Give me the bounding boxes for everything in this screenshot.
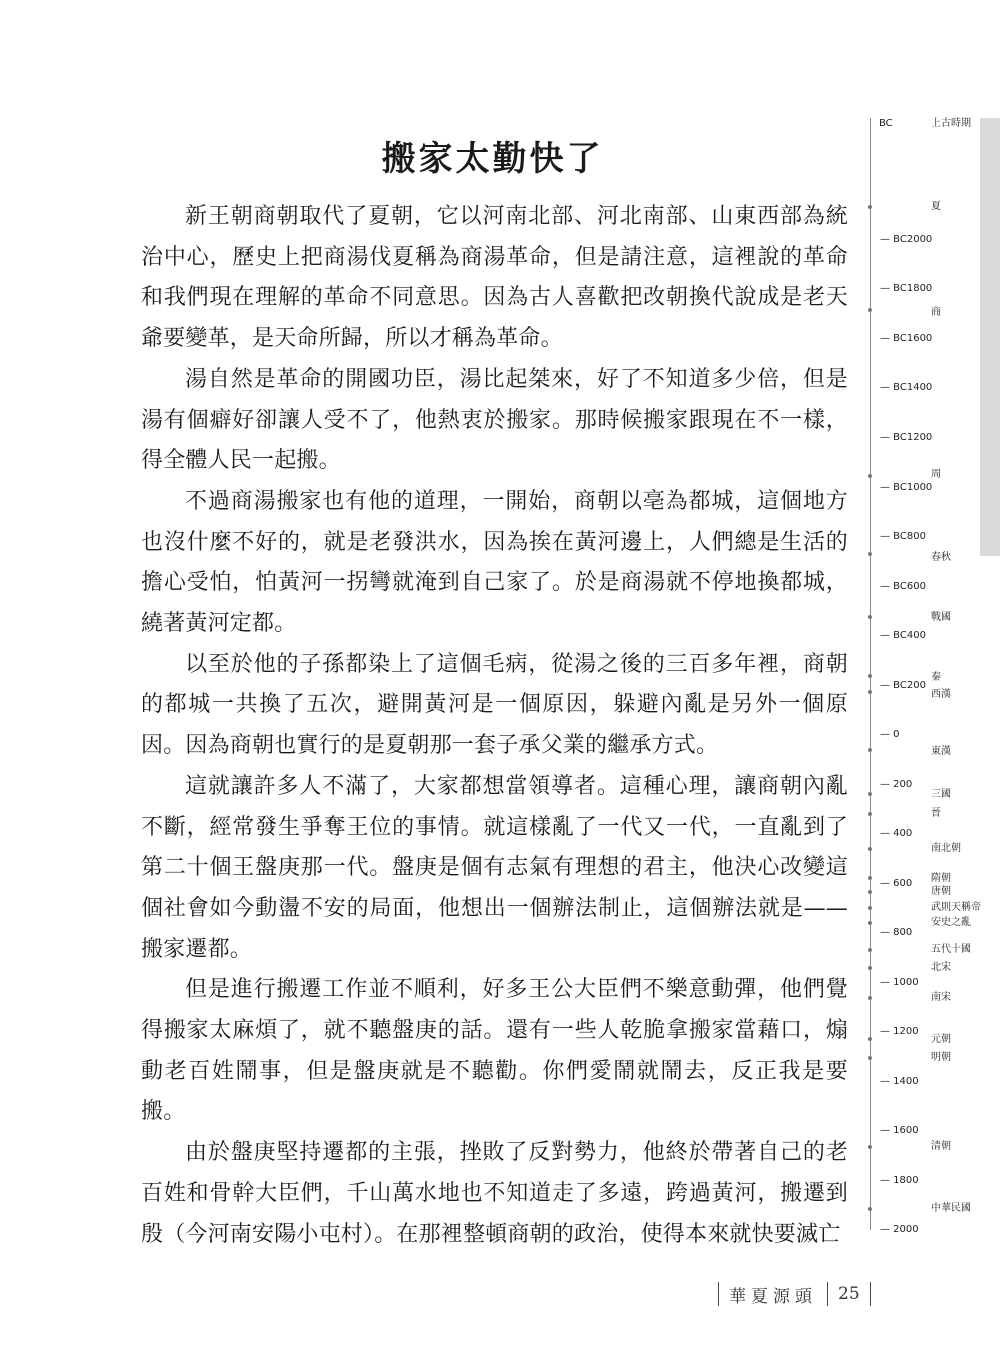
timeline-dot (868, 748, 872, 752)
timeline-tick: — BC1800 (880, 283, 933, 294)
timeline-tick: — 400 (880, 828, 913, 839)
timeline-tick: — 1000 (880, 977, 919, 988)
timeline-era: 戰國 (931, 612, 951, 623)
timeline-era: 上古時期 (931, 118, 971, 129)
timeline-dot (868, 890, 872, 894)
timeline-era: 隋朝 (931, 873, 951, 884)
timeline-tick: — 600 (880, 878, 913, 889)
timeline-tick: — BC1400 (880, 382, 933, 393)
timeline-tick: — 0 (880, 729, 900, 740)
timeline-dot (868, 308, 872, 312)
timeline-era: 秦 (931, 672, 941, 683)
timeline-dot (868, 812, 872, 816)
timeline-dot (868, 876, 872, 880)
timeline-tick: — 1800 (880, 1175, 919, 1186)
timeline-tick: — 800 (880, 927, 913, 938)
paragraph: 這就讓許多人不滿了，大家都想當領導者。這種心理，讓商朝內亂不斷，經常發生爭奪王位的事情。就這樣亂了一代又一代，一直亂到了第二十個王盤庚那一代。盤庚是個有志氣有理想的君主，他決心改變這個社會如今動盪不安的局面，他想出一個辦法制止，這個辦法就是——搬家遷都。 (141, 773, 848, 962)
timeline-bc-label: BC (879, 118, 893, 129)
timeline-era: 清朝 (931, 1141, 951, 1152)
timeline-era: 安史之亂 (931, 917, 971, 928)
timeline-era: 晉 (931, 808, 941, 819)
paragraph: 湯自然是革命的開國功臣，湯比起桀來，好了不知道多少倍，但是湯有個癖好卻讓人受不了，他熱衷於搬家。那時候搬家跟現在不一樣，得全體人民一起搬。 (141, 366, 848, 474)
timeline-era: 明朝 (931, 1052, 951, 1063)
chapter-edge-tab (980, 118, 1000, 556)
timeline-era: 三國 (931, 789, 951, 800)
timeline-dot (868, 792, 872, 796)
paragraph: 但是進行搬遷工作並不順利，好多王公大臣們不樂意動彈，他們覺得搬家太麻煩了，就不聽盤庚的話。還有一些人乾脆拿搬家當藉口，煽動老百姓鬧事，但是盤庚就是不聽勸。你們愛鬧就鬧去，反正我是要搬。 (141, 977, 848, 1125)
timeline-tick: — 1600 (880, 1125, 919, 1136)
timeline-era: 南宋 (931, 992, 951, 1003)
timeline-era: 春秋 (931, 552, 951, 563)
paragraph: 由於盤庚堅持遷都的主張，挫敗了反對勢力，他終於帶著自己的老百姓和骨幹大臣們，千山萬水地也不知道走了多遠，跨過黃河，搬遷到殷（今河南安陽小屯村）。在那裡整頓商朝的政治，使得本來就快要滅亡 (141, 1140, 848, 1247)
timeline-dot (868, 1207, 872, 1211)
timeline-era: 武則天稱帝 (931, 902, 981, 913)
page-number: 25 (838, 1284, 860, 1304)
timeline-era: 北宋 (931, 962, 951, 973)
timeline-dot (868, 1056, 872, 1060)
timeline-tick: — BC600 (880, 581, 926, 592)
timeline-dot (868, 921, 872, 925)
timeline-dot (868, 906, 872, 910)
timeline-tick: — 1400 (880, 1076, 919, 1087)
timeline-dot (868, 1037, 872, 1041)
timeline-era: 商 (931, 307, 941, 318)
timeline-tick: — BC1200 (880, 432, 933, 443)
timeline-era: 西漢 (931, 689, 951, 700)
timeline-tick: — 2000 (880, 1224, 919, 1235)
timeline-dot (868, 552, 872, 556)
timeline-dot (868, 474, 872, 478)
paragraph: 不過商湯搬家也有他的道理，一開始，商朝以亳為都城，這個地方也沒什麼不好的，就是老發洪水，因為挨在黃河邊上，人們總是生活的擔心受怕，怕黃河一拐彎就淹到自己家了。於是商湯就不停地換都城，繞著黃河定都。 (141, 488, 848, 637)
timeline-era: 夏 (931, 201, 941, 212)
timeline-dot (868, 966, 872, 970)
timeline-tick: — BC2000 (880, 234, 933, 245)
timeline-tick: — BC1600 (880, 333, 933, 344)
timeline-dot (868, 996, 872, 1000)
timeline-tick: — BC1000 (880, 482, 933, 493)
footer-divider (870, 1282, 871, 1306)
timeline-era: 南北朝 (931, 843, 961, 854)
timeline-dot (868, 615, 872, 619)
body-text (141, 197, 848, 1255)
timeline-dot (868, 948, 872, 952)
timeline-era: 周 (931, 469, 941, 480)
timeline-era: 中華民國 (931, 1203, 971, 1214)
timeline-dot (868, 847, 872, 851)
timeline-era: 元朝 (931, 1034, 951, 1045)
timeline-tick: — 200 (880, 779, 913, 790)
timeline-dot (868, 674, 872, 678)
timeline-tick: — 1200 (880, 1026, 919, 1037)
chapter-title: 搬家太勤快了 (381, 138, 604, 179)
timeline-era: 東漢 (931, 746, 951, 757)
timeline-tick: — BC200 (880, 680, 926, 691)
footer-book-title: 華夏源頭 (729, 1286, 817, 1307)
timeline-dot (868, 690, 872, 694)
timeline-tick: — BC800 (880, 531, 926, 542)
paragraph: 以至於他的子孫都染上了這個毛病，從湯之後的三百多年裡，商朝的都城一共換了五次，避開黃河是一個原因，躲避內亂是另外一個原因。因為商朝也實行的是夏朝那一套子承父業的繼承方式。 (141, 651, 848, 759)
timeline-tick: — BC400 (880, 630, 926, 641)
timeline-dot (868, 1145, 872, 1149)
page-footer (718, 1281, 871, 1307)
timeline-dot (868, 205, 872, 209)
timeline-era: 唐朝 (931, 886, 951, 897)
paragraph: 新王朝商朝取代了夏朝，它以河南北部、河北南部、山東西部為統治中心，歷史上把商湯伐夏稱為商湯革命，但是請注意，這裡說的革命和我們現在理解的革命不同意思。因為古人喜歡把改朝換代說成是老天爺要變革，是天命所歸，所以才稱為革命。 (141, 204, 848, 352)
timeline-era: 五代十國 (931, 944, 971, 955)
